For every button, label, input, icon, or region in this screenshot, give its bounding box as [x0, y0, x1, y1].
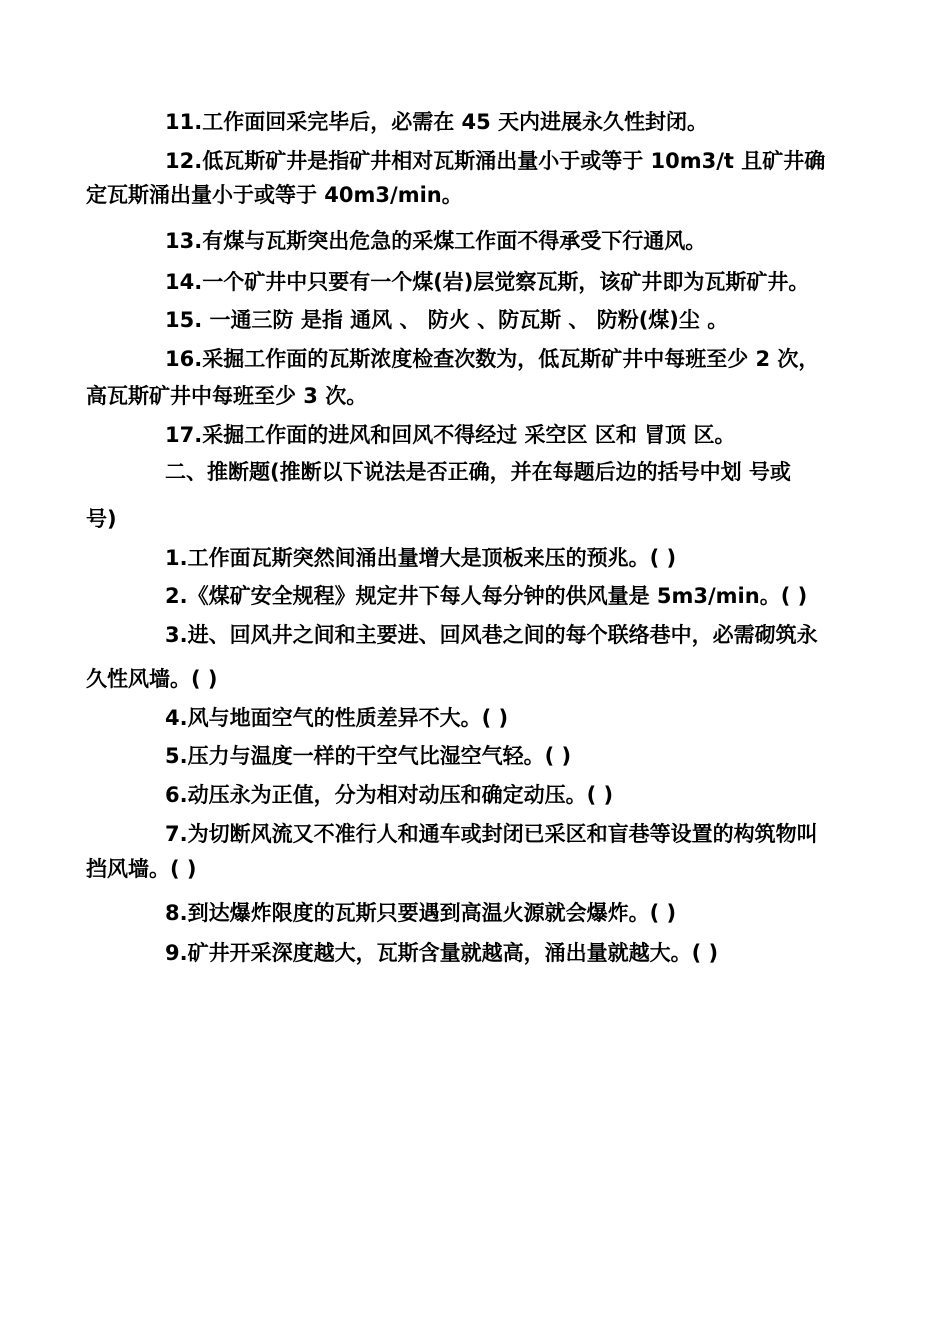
fill-item-17: 17.采掘工作面的进风和回风不得经过 采空区 区和 冒顶 区。 [165, 423, 736, 447]
judge-item-7: 7.为切断风流又不准行人和通车或封闭已采区和盲巷等设置的构筑物叫 [165, 822, 818, 846]
judge-item-3-cont: 久性风墙。( ) [86, 667, 218, 691]
judge-item-9: 9.矿井开采深度越大，瓦斯含量就越高，涌出量就越大。( ) [165, 941, 719, 965]
fill-item-16-cont: 高瓦斯矿井中每班至少 3 次。 [86, 384, 368, 408]
judge-section-heading-cont: 号) [86, 507, 117, 531]
judge-item-4: 4.风与地面空气的性质差异不大。( ) [165, 706, 509, 730]
fill-item-11: 11.工作面回采完毕后，必需在 45 天内进展永久性封闭。 [165, 110, 709, 134]
fill-item-13: 13.有煤与瓦斯突出危急的采煤工作面不得承受下行通风。 [165, 229, 707, 253]
judge-item-2: 2.《煤矿安全规程》规定井下每人每分钟的供风量是 5m3/min。( ) [165, 584, 808, 608]
judge-item-3: 3.进、回风井之间和主要进、回风巷之间的每个联络巷中，必需砌筑永 [165, 623, 818, 647]
judge-item-7-cont: 挡风墙。( ) [86, 857, 197, 881]
fill-item-12-cont: 定瓦斯涌出量小于或等于 40m3/min。 [86, 183, 463, 207]
fill-item-12: 12.低瓦斯矿井是指矿井相对瓦斯涌出量小于或等于 10m3/t 且矿井确 [165, 149, 826, 173]
judge-item-1: 1.工作面瓦斯突然间涌出量增大是顶板来压的预兆。( ) [165, 546, 677, 570]
judge-item-6: 6.动压永为正值，分为相对动压和确定动压。( ) [165, 783, 614, 807]
fill-item-15: 15. 一通三防 是指 通风 、 防火 、防瓦斯 、 防粉(煤)尘 。 [165, 308, 729, 332]
fill-item-16: 16.采掘工作面的瓦斯浓度检查次数为，低瓦斯矿井中每班至少 2 次， [165, 347, 820, 371]
judge-item-5: 5.压力与温度一样的干空气比湿空气轻。( ) [165, 744, 572, 768]
fill-item-14: 14.一个矿井中只要有一个煤(岩)层觉察瓦斯，该矿井即为瓦斯矿井。 [165, 270, 810, 294]
judge-item-8: 8.到达爆炸限度的瓦斯只要遇到高温火源就会爆炸。( ) [165, 901, 677, 925]
judge-section-heading: 二、推断题(推断以下说法是否正确，并在每题后边的括号中划 号或 [165, 460, 791, 484]
